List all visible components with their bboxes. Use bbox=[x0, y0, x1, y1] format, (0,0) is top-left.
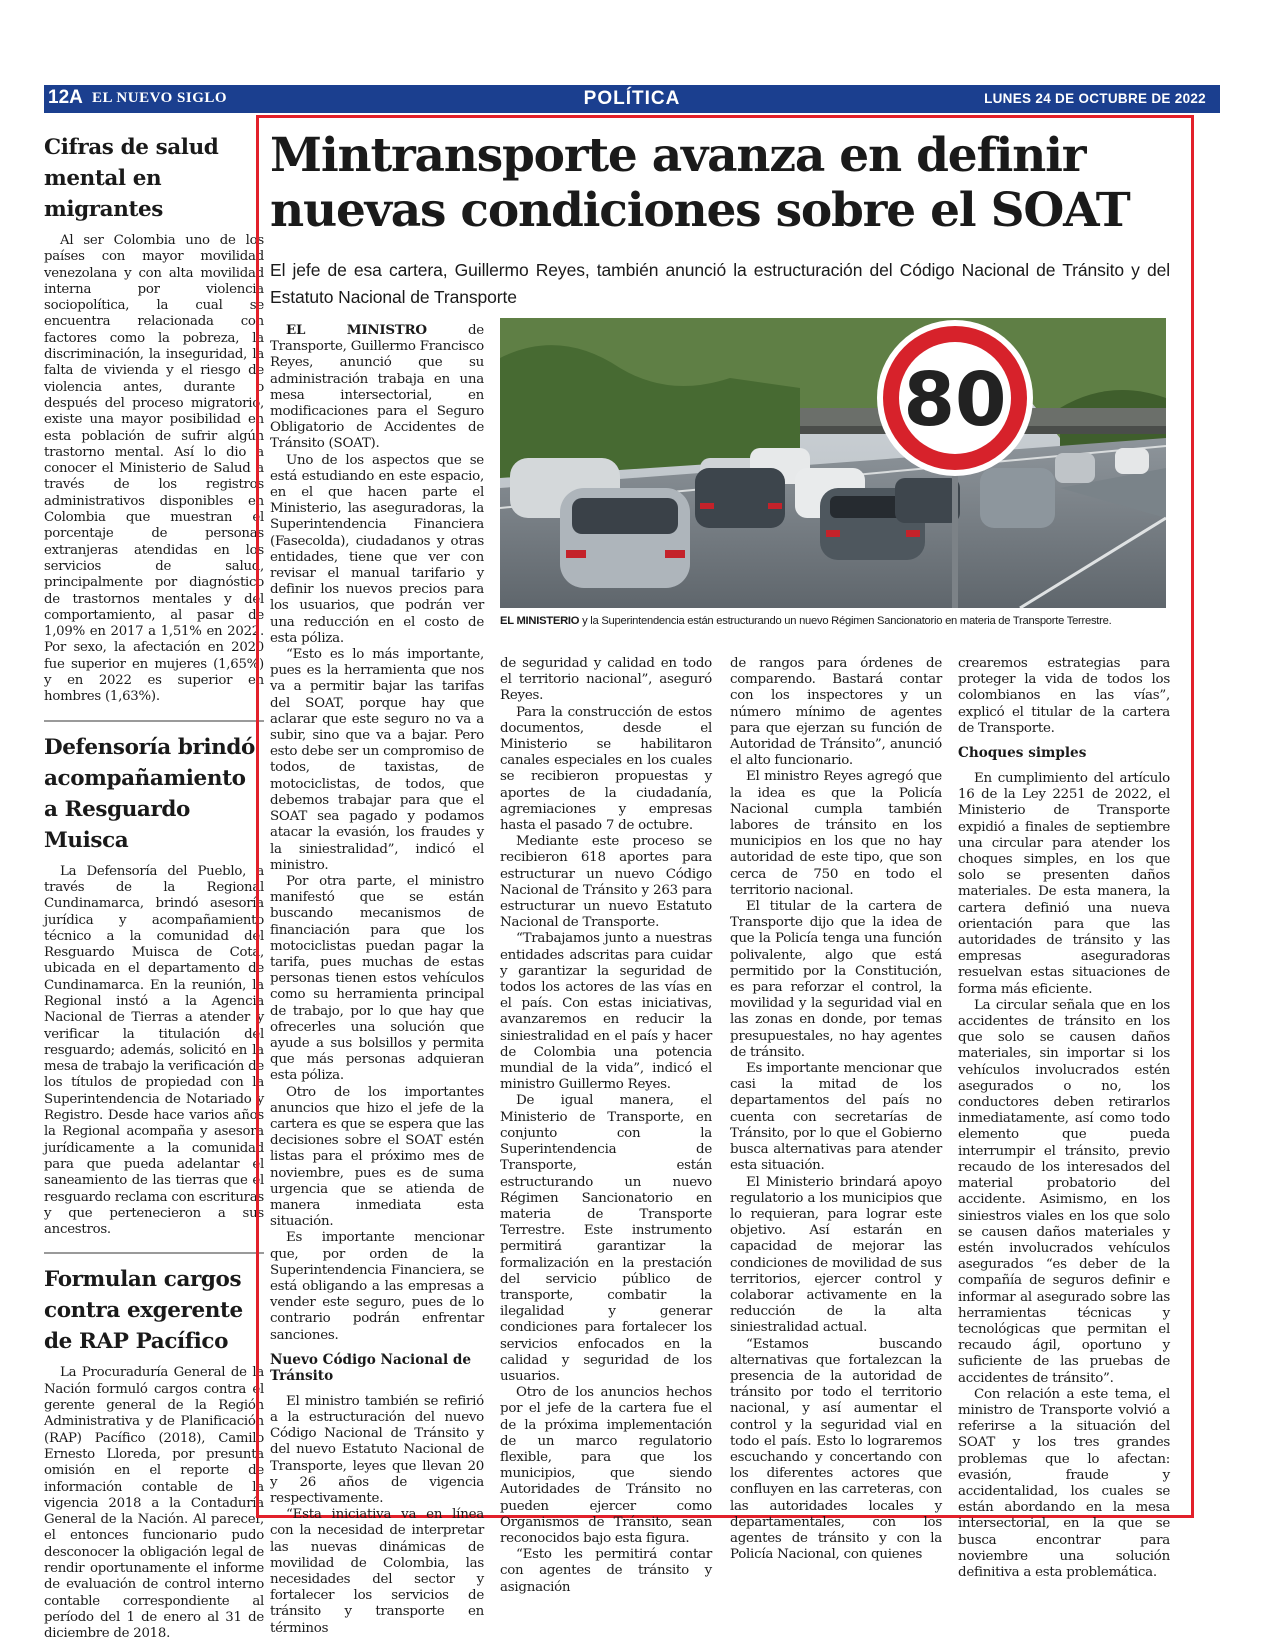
speed-limit-sign-highway-photo bbox=[500, 318, 1166, 608]
brief-body: La Procuraduría General de la Nación formuló cargos contra el gerente general de la Región Administrativa y de Planificación (RAP) Pacífico (2018), Camilo Ernesto Lloreda, por presunta omisión en el reporte de información contable de la vigencia 2018 a la Contaduría General de la Nación. Al parecer, el entonces funcionario pudo desconocer la obligación legal de rendir oportunamente el informe de evaluación de control interno contable correspondiente al período del 1 de enero al 31 de diciembre de 2018. bbox=[44, 1365, 264, 1642]
article-subhead: Nuevo Código Nacional de Tránsito bbox=[270, 1351, 471, 1384]
section-name: POLÍTICA bbox=[583, 88, 681, 109]
article-paragraph: Con relación a este tema, el ministro de Transporte volvió a referirse a la situación del SOAT y los tres grandes problemas que lo afectan: evasión, fraude y accidentalidad, los cuales se están abordando en la mesa intersectorial, en la que se busca encontrar para noviembre una solución definitiva a esta problemática. bbox=[958, 1386, 1170, 1580]
article-paragraph bbox=[270, 322, 484, 453]
caption-text: y la Superintendencia están estructurando un nuevo Régimen Sancionatorio en materia de Transporte Terrestre. bbox=[579, 615, 1112, 627]
article-subhead: Choques simples bbox=[958, 745, 1087, 762]
article-paragraph: Es importante mencionar que, por orden de la Superintendencia Financiera, se está obligando a las empresas a vender este seguro, pues de lo contrario podrán enfrentar sanciones. bbox=[270, 1230, 484, 1343]
article-paragraph: “Esto les permitirá contar con agentes de tránsito y asignación bbox=[500, 1547, 712, 1595]
article-paragraph: “Estamos buscando alternativas que fortalezcan la presencia de la autoridad de tránsito por todo el territorio nacional, y así aumentar el control y la seguridad vial en todo el país. Esto lo lograremos escuchando y concertando con los diferentes actores que confluyen en las carreteras, con las autoridades locales y departamentales, con los agentes de tránsito y con la Policía Nacional, con quienes bbox=[730, 1336, 942, 1563]
brief-title: Defensoría brindó acompañamiento a Resguardo Muisca bbox=[44, 734, 255, 853]
article-paragraph: Mediante este proceso se recibieron 618 aportes para estructurar un nuevo Código Nacional de Tránsito y 263 para estructurar un nuevo Estatuto Nacional de Transporte. bbox=[500, 834, 712, 931]
article-paragraph: de seguridad y calidad en todo el territorio nacional”, aseguró Reyes. bbox=[500, 656, 712, 704]
article-paragraph: Por otra parte, el ministro manifestó que se están buscando mecanismos de financiación para que los motociclistas puedan pagar la tarifa, pues muchas de estas personas tienen estos vehículos como su herramienta principal de trabajo, por lo que hay que ofrecerles una solución que ayude a sus bolsillos y permita que más personas adquieran esta póliza. bbox=[270, 873, 484, 1084]
issue-date: LUNES 24 DE OCTUBRE DE 2022 bbox=[984, 91, 1206, 106]
sidebar-briefs bbox=[44, 132, 264, 1642]
brief-title: Cifras de salud mental en migrantes bbox=[44, 135, 219, 222]
article-paragraph: Otro de los anuncios hechos por el jefe de la cartera fue el de la próxima implementación de un marco regulatorio flexible, para que los municipios, que siendo Autoridades de Tránsito no pueden ejercer como Organismos de Tránsito, sean reconocidos bajo esta figura. bbox=[500, 1385, 712, 1546]
article-column-4 bbox=[958, 656, 1170, 1581]
article-column-2 bbox=[500, 656, 712, 1596]
brief-body: Al ser Colombia uno de los países con mayor movilidad venezolana y con alta movilidad interna por violencia sociopolítica, la cual se encuentra relacionada con factores como la pobreza, la discriminación, la inseguridad, la falta de vivienda y el riesgo de violencia antes, durante o después del proceso migratorio, existe una mayor posibilidad en esta población de sufrir algún trastorno mental. Así lo dio a conocer el Ministerio de Salud a través de los registros administrativos disponibles en Colombia que muestran el porcentaje de personas extranjeras atendidas en los servicios de salud, principalmente por diagnóstico de trastornos mentales y del comportamiento, al pasar de 1,09% en 2017 a 1,51% en 2022. Por sexo, la afectación en 2020 fue superior en mujeres (1,65%) y en 2022 es superior en hombres (1,63%). bbox=[44, 233, 264, 705]
article-paragraph: “Trabajamos junto a nuestras entidades adscritas para cuidar y garantizar la seguridad de todos los actores de las vías en el país. Con estas iniciativas, avanzaremos en reducir la siniestralidad en el país y hacer de Colombia una potencia mundial de la vida”, indicó el ministro Guillermo Reyes. bbox=[500, 931, 712, 1093]
brief-title: Formulan cargos contra exgerente de RAP Pacífico bbox=[44, 1267, 243, 1355]
brief-body: La Defensoría del Pueblo, a través de la Regional Cundinamarca, brindó asesoría jurídica y acompañamiento técnico a la comunidad del Resguardo Muisca de Cota, ubicada en el departamento de Cundinamarca. En la reunión, la Regional instó a la Agencia Nacional de Tierras a atender y verificar la titulación del resguardo; además, solicitó en la mesa de trabajo la verificación de los títulos de propiedad con la Superintendencia de Notariado y Registro. Desde hace varios años la Regional acompaña y asesora jurídicamente a la comunidad para que pueda adelantar el saneamiento de las tierras que el resguardo reclama con escrituras y que pertenecieron a sus ancestros. bbox=[44, 863, 264, 1238]
divider bbox=[44, 720, 264, 722]
article-paragraph: Para la construcción de estos documentos, desde el Ministerio se habilitaron canales especiales en los cuales se recibieron propuestas y aportes de la ciudadanía, agremiaciones y empresas hasta el pasado 7 de octubre. bbox=[500, 704, 712, 834]
article-paragraph: “Esta iniciativa va en línea con la necesidad de interpretar las nuevas dinámicas de movilidad de Colombia, las necesidades del sector y fortalecer los servicios de tránsito y transporte en términos bbox=[270, 1507, 484, 1636]
article-text: de Transporte, Guillermo Francisco Reyes, anunció que su administración trabaja en una mesa intersectorial, en modificaciones para el Seguro Obligatorio de Accidentes de Tránsito (SOAT). bbox=[270, 323, 484, 452]
article-paragraph: Es importante mencionar que casi la mitad de los departamentos del país no cuenta con secretarías de Tránsito, por lo que el Gobierno busca alternativas para atender esta situación. bbox=[730, 1061, 942, 1174]
caption-lead: EL MINISTERIO bbox=[500, 615, 580, 627]
article-paragraph: El titular de la cartera de Transporte dijo que la idea de que la Policía tenga una función polivalente, algo que está permitido por la Constitución, es para reforzar el control, la movilidad y la seguridad vial en las zonas en donde, por temas presupuestales, no hay agentes de tránsito. bbox=[730, 899, 942, 1060]
article-column-1 bbox=[270, 322, 484, 1637]
article-paragraph: Otro de los importantes anuncios que hizo el jefe de la cartera es que se espera que las decisiones sobre el SOAT estén listas para el próximo mes de noviembre, pues es de suma urgencia que se atienda de manera inmediata esta situación. bbox=[270, 1084, 484, 1230]
divider bbox=[44, 1252, 264, 1254]
newspaper-name: EL NUEVO SIGLO bbox=[92, 90, 228, 106]
speed-limit-number: 80 bbox=[903, 357, 1007, 443]
lead-in: EL MINISTRO bbox=[286, 322, 427, 338]
article-column-3 bbox=[730, 656, 942, 1563]
article-paragraph: El ministro también se refirió a la estructuración del nuevo Código Nacional de Tránsito y del nuevo Estatuto Nacional de Transporte, leyes que llevan 20 y 26 años de vigencia respectivamente. bbox=[270, 1393, 484, 1507]
article-paragraph: Uno de los aspectos que se está estudiando en este espacio, en el que hacen parte el Ministerio, las aseguradoras, la Superintendencia Financiera (Fasecolda), ciudadanos y otras entidades, tiene que ver con revisar el manual tarifario y definir los nuevos precios para los usuarios, que podrán ver una reducción en el costo de esta póliza. bbox=[270, 452, 484, 646]
photo-caption bbox=[500, 614, 1166, 628]
article-paragraph: El ministro Reyes agregó que la idea es que la Policía Nacional cumpla también labores de tránsito en los municipios en los que no hay autoridad de este tipo, que son cerca de 750 en todo el territorio nacional. bbox=[730, 769, 942, 898]
article-deck: El jefe de esa cartera, Guillermo Reyes, también anunció la estructuración del Código Nacional de Tránsito y del Estatuto Nacional de Transporte bbox=[270, 260, 1170, 307]
article-paragraph: de rangos para órdenes de comparendo. Bastará contar con los inspectores y un número mínimo de agentes para que ejerzan su función de Autoridad de Tránsito”, anunció el alto funcionario. bbox=[730, 656, 942, 769]
article-paragraph: En cumplimiento del artículo 16 de la Ley 2251 de 2022, el Ministerio de Transporte expidió a finales de septiembre una circular para atender los choques simples, en los que solo se presenten daños materiales. De esta manera, la cartera definió una nueva orientación para que las autoridades de tránsito y las empresas aseguradoras resuelvan estas situaciones de forma más eficiente. bbox=[958, 771, 1170, 997]
article-paragraph: La circular señala que en los accidentes de tránsito en los que solo se causen daños materiales, sin importar si los vehículos involucrados estén asegurados o no, los conductores deben retirarlos inmediatamente, así como todo elemento que pueda interrumpir el tránsito, previo recaudo de los interesados del material probatorio del accidente. Asimismo, en los siniestros viales en los que solo se causen daños materiales y estén involucrados vehículos asegurados “es deber de la compañía de seguros definir e informar al asegurado sobre las herramientas técnicas y tecnológicas que permitan el recaudo ágil, oportuno y suficiente de las pruebas de accidentes de tránsito”. bbox=[958, 997, 1170, 1386]
page-number: 12A bbox=[48, 87, 83, 108]
article-paragraph: El Ministerio brindará apoyo regulatorio a los municipios que lo requieran, para lograr este objetivo. Así estarán en capacidad de mejorar las condiciones de movilidad de sus territorios, ejercer control y colaborar activamente en la reducción de la alta siniestralidad actual. bbox=[730, 1174, 942, 1336]
article-paragraph: crearemos estrategias para proteger la vida de todos los colombianos en las vías”, explicó el titular de la cartera de Transporte. bbox=[958, 656, 1170, 736]
article-paragraph: De igual manera, el Ministerio de Transporte, en conjunto con la Superintendencia de Transporte, están estructurando un nuevo Régimen Sancionatorio en materia de Transporte Terrestre. Este instrumento permitirá garantizar la formalización en la prestación del servicio público de transporte, combatir la ilegalidad y generar condiciones para fortalecer los servicios enfocados en la calidad y seguridad de los usuarios. bbox=[500, 1093, 712, 1384]
article-headline: Mintransporte avanza en definir nuevas condiciones sobre el SOAT bbox=[270, 128, 1130, 238]
article-paragraph: “Esto es lo más importante, pues es la herramienta que nos va a permitir bajar las tarifas del SOAT, porque hay que aclarar que este seguro no va a subir, sino que va a bajar. Pero esto debe ser un compromiso de todos, de taxistas, de motociclistas, de todos, que debemos trabajar para que el SOAT sea pagado y podamos atacar la evasión, los fraudes y la siniestralidad”, indicó el ministro. bbox=[270, 647, 484, 873]
page-header bbox=[44, 85, 1220, 113]
